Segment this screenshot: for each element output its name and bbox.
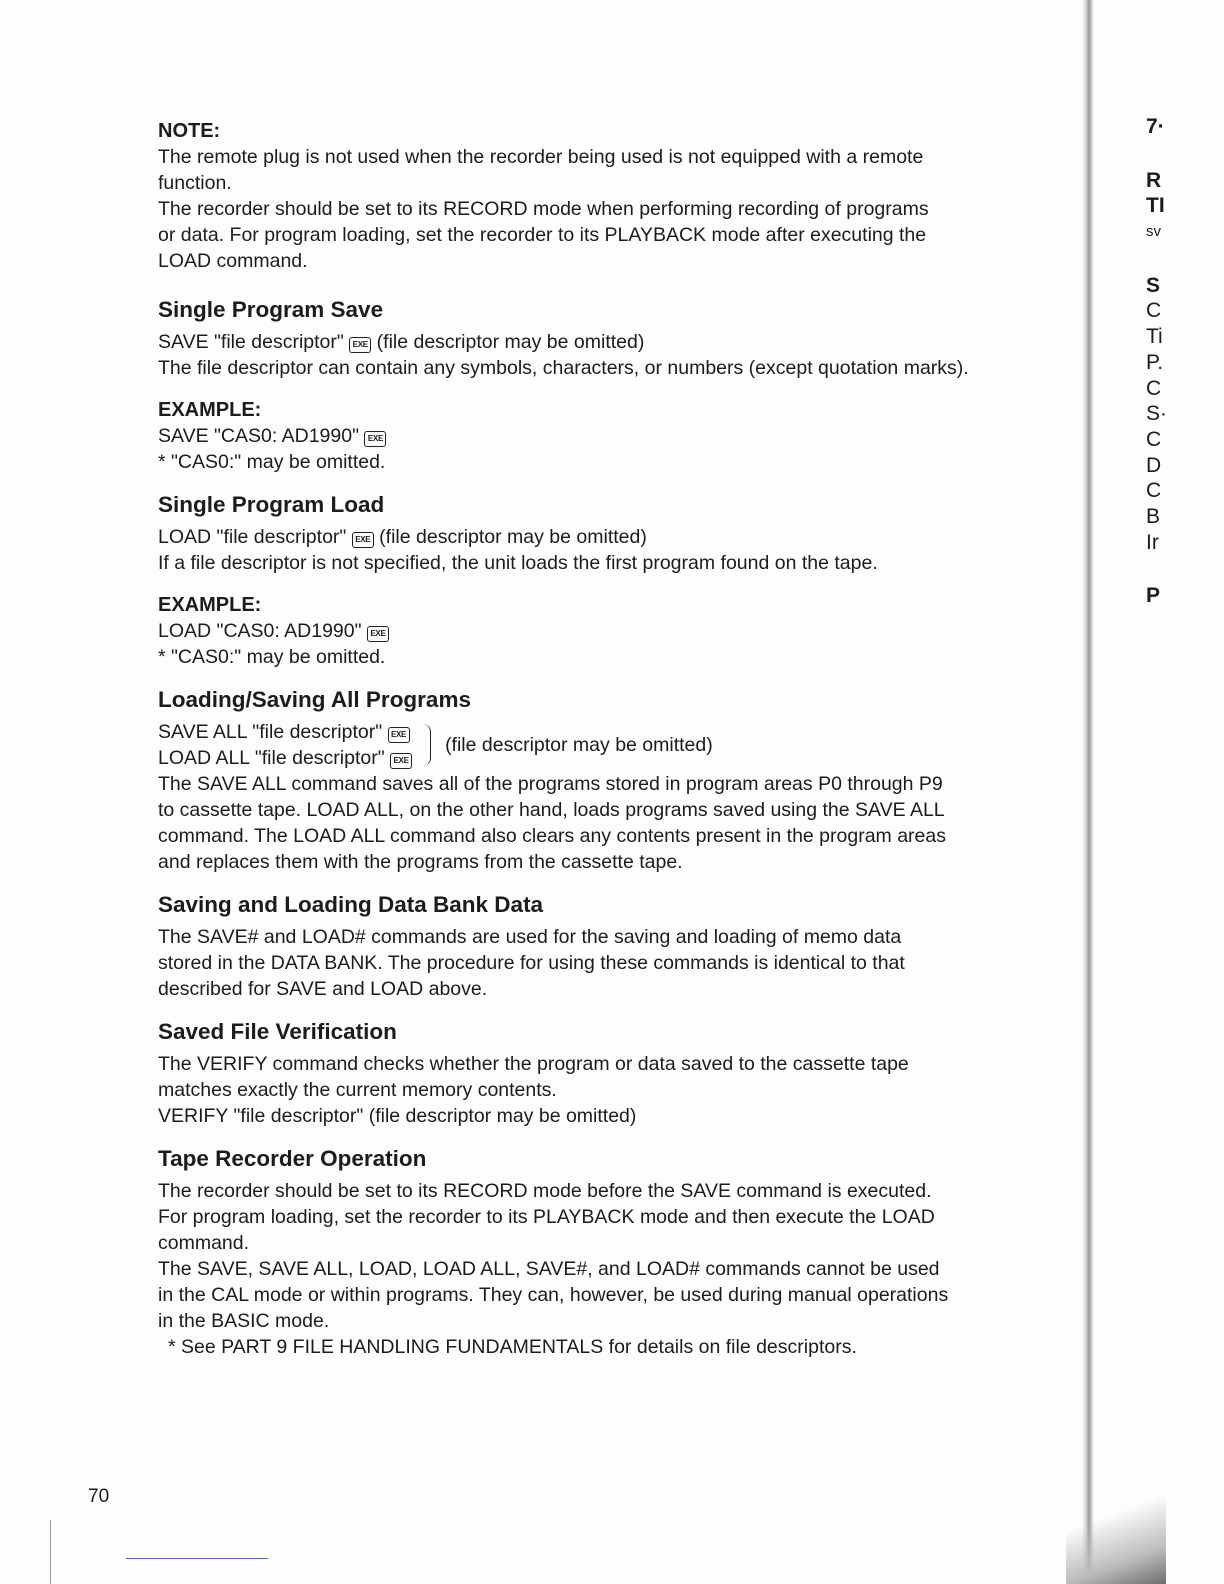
syntax-command: LOAD "file descriptor" xyxy=(158,526,347,548)
note-line: LOAD command. xyxy=(158,250,308,272)
adjacent-page-text: R xyxy=(1146,168,1162,192)
adjacent-page-text: P xyxy=(1146,584,1161,608)
section-line: described for SAVE and LOAD above. xyxy=(158,978,488,1000)
syntax-note: (file descriptor may be omitted) xyxy=(379,526,647,548)
adjacent-page-text: TI xyxy=(1146,194,1165,218)
section-line: The VERIFY command checks whether the program or data saved to the cassette tape xyxy=(158,1053,909,1075)
adjacent-page-text: B xyxy=(1146,504,1161,528)
page-edge-line xyxy=(50,1520,51,1584)
example-command xyxy=(158,618,1048,644)
section-heading: Saved File Verification xyxy=(158,1019,397,1044)
adjacent-page-text: Ir xyxy=(1146,530,1159,554)
example-command xyxy=(158,423,1048,449)
load-syntax xyxy=(158,524,1048,550)
example-command-text: SAVE "CAS0: AD1990" xyxy=(158,425,360,447)
page-content xyxy=(158,118,1048,1360)
syntax-note: (file descriptor may be omitted) xyxy=(376,331,645,353)
section-heading: Loading/Saving All Programs xyxy=(158,687,471,712)
verify-section xyxy=(158,1018,1048,1129)
note-line: function. xyxy=(158,172,232,194)
adjacent-page-text: C xyxy=(1146,479,1162,503)
section-line: in the CAL mode or within programs. They can, however, be used during manual operations xyxy=(158,1284,949,1306)
adjacent-page-text: S· xyxy=(1146,402,1167,426)
adjacent-page-text: C xyxy=(1146,299,1162,323)
note-section xyxy=(158,118,1048,274)
save-syntax xyxy=(158,329,1048,355)
single-program-load-section xyxy=(158,491,1048,670)
data-bank-section xyxy=(158,891,1048,1002)
adjacent-page-text: C xyxy=(1146,427,1162,451)
section-heading: Single Program Load xyxy=(158,492,385,517)
section-line: in the BASIC mode. xyxy=(158,1310,330,1332)
section-line: command. xyxy=(158,1232,250,1254)
example-heading: EXAMPLE: xyxy=(158,594,262,616)
section-line: and replaces them with the programs from the cassette tape. xyxy=(158,851,683,873)
right-brace-icon xyxy=(422,724,431,766)
adjacent-page-text: P. xyxy=(1146,350,1164,374)
adjacent-page-text: C xyxy=(1146,376,1162,400)
example-note: * "CAS0:" may be omitted. xyxy=(158,646,386,668)
section-line: to cassette tape. LOAD ALL, on the other hand, loads programs saved using the SAVE ALL xyxy=(158,799,945,821)
exe-key-icon: EXE xyxy=(349,337,371,353)
example-command-text: LOAD "CAS0: AD1990" xyxy=(158,620,362,642)
brace-note: (file descriptor may be omitted) xyxy=(445,734,713,756)
page-number: 70 xyxy=(88,1486,110,1507)
section-heading: Tape Recorder Operation xyxy=(158,1146,427,1171)
note-line: The remote plug is not used when the recorder being used is not equipped with a remote xyxy=(158,146,924,168)
adjacent-page-text: 7· xyxy=(1146,115,1165,138)
exe-key-icon: EXE xyxy=(352,532,374,548)
section-line: command. The LOAD ALL command also clears any contents present in the program areas xyxy=(158,825,946,847)
footnote: * See PART 9 FILE HANDLING FUNDAMENTALS for details on file descriptors. xyxy=(168,1336,857,1358)
syntax-command: SAVE "file descriptor" xyxy=(158,331,344,353)
all-programs-syntax xyxy=(158,719,1048,771)
section-line: matches exactly the current memory contents. xyxy=(158,1079,557,1101)
note-heading: NOTE: xyxy=(158,120,221,142)
example-heading: EXAMPLE: xyxy=(158,399,262,421)
save-all-command: SAVE ALL "file descriptor" xyxy=(158,721,383,743)
adjacent-page-fragment xyxy=(1146,114,1176,609)
section-line: The SAVE# and LOAD# commands are used for the saving and loading of memo data xyxy=(158,926,902,948)
adjacent-page-text: Ti xyxy=(1146,325,1163,349)
section-line: For program loading, set the recorder to its PLAYBACK mode and then execute the LOAD xyxy=(158,1206,935,1228)
section-heading: Single Program Save xyxy=(158,297,384,322)
exe-key-icon: EXE xyxy=(367,626,389,642)
section-heading: Saving and Loading Data Bank Data xyxy=(158,892,544,917)
adjacent-page-text: D xyxy=(1146,453,1162,477)
load-all-syntax xyxy=(158,745,412,771)
exe-key-icon: EXE xyxy=(388,727,410,743)
exe-key-icon: EXE xyxy=(364,431,386,447)
page-curl-shadow xyxy=(1066,1470,1166,1584)
section-description: If a file descriptor is not specified, the unit loads the first program found on the tape. xyxy=(158,552,878,574)
tape-recorder-section xyxy=(158,1145,1048,1360)
exe-key-icon: EXE xyxy=(390,753,412,769)
section-line: The SAVE, SAVE ALL, LOAD, LOAD ALL, SAVE#, and LOAD# commands cannot be used xyxy=(158,1258,940,1280)
save-all-syntax xyxy=(158,719,412,745)
adjacent-page-text: sv xyxy=(1146,223,1161,241)
single-program-save-section xyxy=(158,296,1048,475)
note-line: The recorder should be set to its RECORD mode when performing recording of programs xyxy=(158,198,929,220)
adjacent-page-text: S xyxy=(1146,273,1161,297)
section-line: VERIFY "file descriptor" (file descriptor may be omitted) xyxy=(158,1105,637,1127)
note-line: or data. For program loading, set the recorder to its PLAYBACK mode after executing the xyxy=(158,224,927,246)
example-note: * "CAS0:" may be omitted. xyxy=(158,451,386,473)
load-all-command: LOAD ALL "file descriptor" xyxy=(158,747,385,769)
all-programs-section xyxy=(158,686,1048,875)
section-line: stored in the DATA BANK. The procedure for using these commands is identical to that xyxy=(158,952,905,974)
section-line: The recorder should be set to its RECORD mode before the SAVE command is executed. xyxy=(158,1180,932,1202)
page-binding-shadow xyxy=(1082,0,1094,1584)
section-description: The file descriptor can contain any symbols, characters, or numbers (except quotation marks). xyxy=(158,357,969,379)
footer-rule xyxy=(126,1558,268,1559)
section-line: The SAVE ALL command saves all of the programs stored in program areas P0 through P9 xyxy=(158,773,943,795)
